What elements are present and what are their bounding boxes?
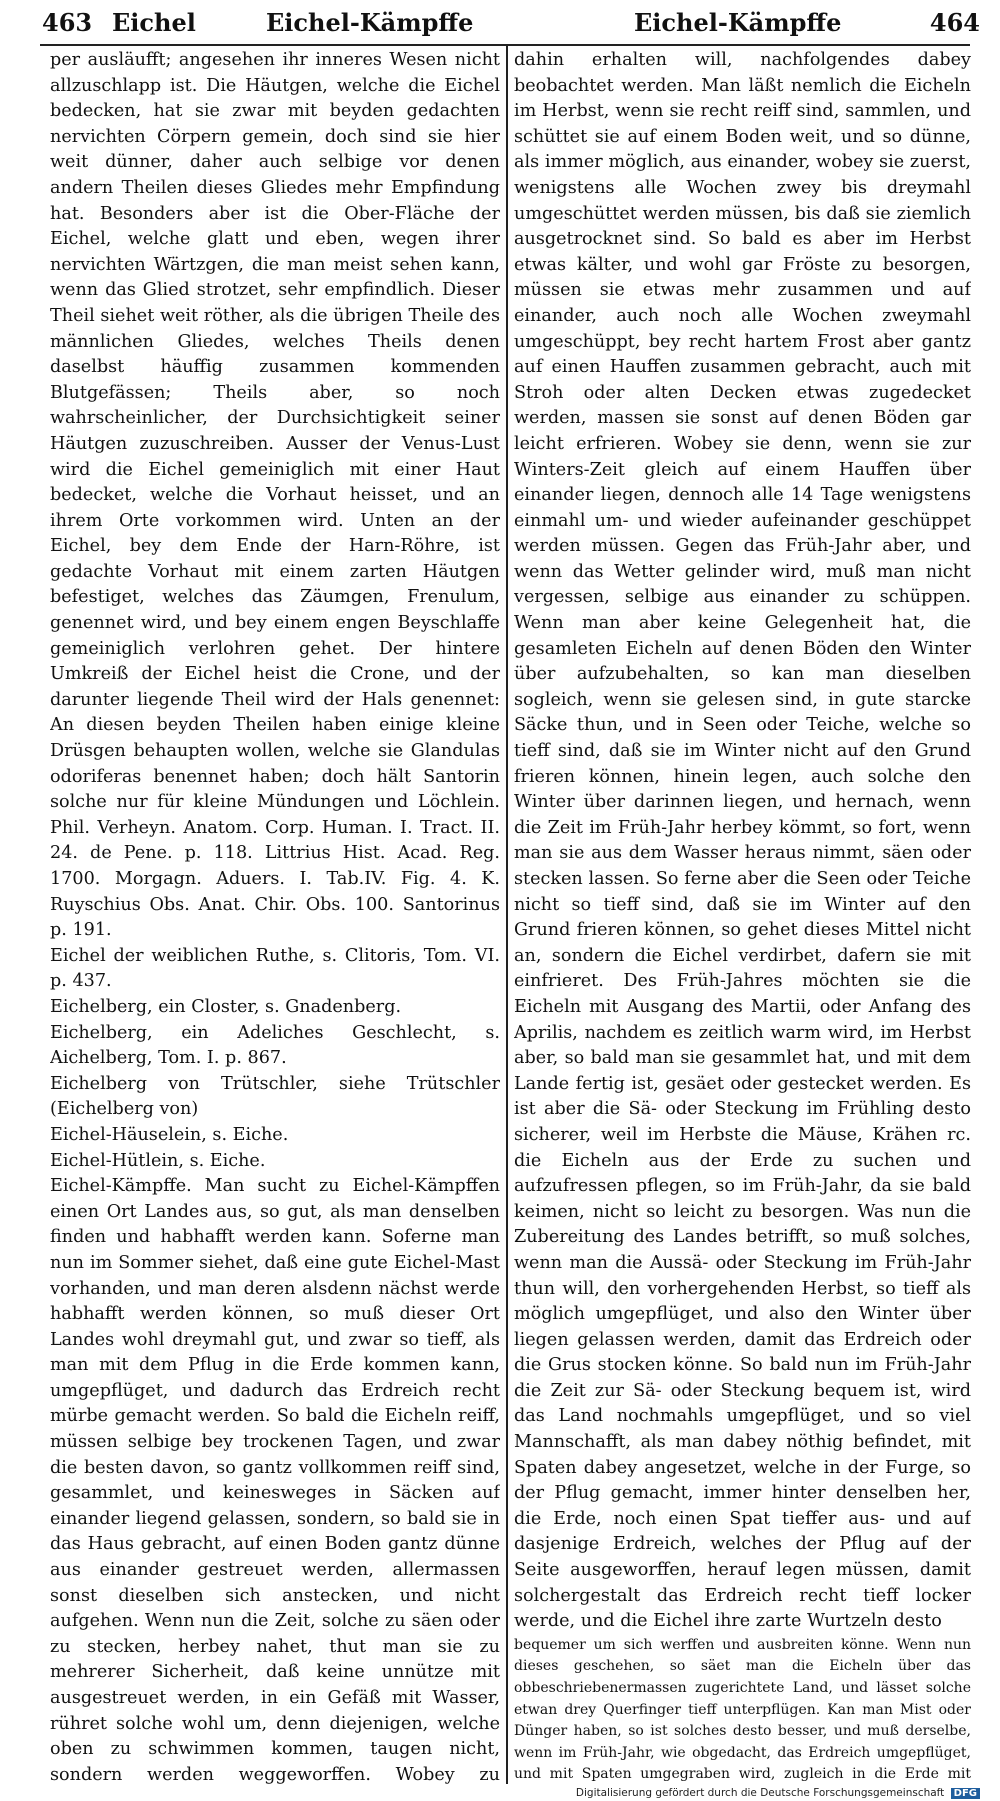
paragraph-eichel-continued: per ausläufft; angesehen ihr inneres Wesen nicht allzuschlapp ist. Die Häutgen, welche die Eichel bedecken, hat sie zwar mit beyden gedachten nervichten Cörpern gemein, doch sind sie hier weit dünner, daher auch selbige vor denen andern Theilen dieses Gliedes mehr Empfindung hat. Besonders aber ist die Ober-Fläche der Eichel, welche glatt und eben, wegen ihrer nervichten Wärtzgen, die man meist sehen kann, wenn das Glied strotzet, sehr empfindlich. Dieser Theil siehet weit röther, als die übrigen Theile des männlichen Gliedes, welches Theils denen daselbst häuffig zusammen kommenden Blutgefässen; Theils aber, so noch wahrscheinlicher, der Durchsichtigkeit seiner Häutgen zuzuschreiben. Ausser der Venus-Lust wird die Eichel gemeiniglich mit einer Haut bedecket, welche die Vorhaut heisset, und an ihrem Orte vorkommen wird. Unten an der Eichel, bey dem Ende der Harn-Röhre, ist gedachte Vorhaut mit einem zarten Häutgen befestiget, welches das Zäumgen, Frenulum, genennet wird, und bey einem engen Beyschlaffe gemeiniglich verlohren gehet. Der hintere Umkreiß der Eichel heist die Crone, und der darunter liegende Theil wird der Hals genennet: An diesen beyden Theilen haben einige kleine Drüsgen behaupten wollen, welche sie Glandulas odoriferas benennet haben; doch hält Santorin solche nur für kleine Mündungen und Löchlein. Phil. Verheyn. Anatom. Corp. Human. I. Tract. II. 24. de Pene. p. 118. Littrius Hist. Acad. Reg. 1700. Morgagn. Aduers. I. Tab.IV. Fig. 4. K. Ruyschius Obs. Anat. Chir. Obs. 100. Santorinus p. 191. [50, 50, 500, 941]
left-catchword: Eichel [112, 8, 196, 37]
paragraph-small-print: bequemer um sich werffen und ausbreiten könne. Wenn nun dieses geschehen, so säet man die Eicheln über das obbeschriebenermassen zugerichtete Land, und lässet solche etwan drey Querfinger tieff unterpflügen. Kan man Mist oder Dünger haben, so ist solches desto besser, und muß derselbe, wenn im Früh-Jahr, wie obgedacht, das Erdreich umgepflüget, und mit Spaten umgegraben wird, zugleich in die Erde mit [514, 1636, 971, 1783]
center-catchword: Eichel-Kämpffe [266, 8, 474, 37]
running-header [42, 8, 980, 48]
entry-eichel-huetlein: Eichel-Hütlein, s. Eiche. [50, 1150, 266, 1171]
entry-eichelberg-truetschler: Eichelberg von Trütschler, siehe Trütschler (Eichelberg von) [50, 1073, 500, 1120]
entry-eichel-weiblichen-ruthe: Eichel der weiblichen Ruthe, s. Clitoris, Tom. VI. p. 437. [50, 945, 500, 992]
entry-eichel-haeuselein: Eichel-Häuselein, s. Eiche. [50, 1124, 289, 1145]
left-column [50, 48, 500, 1788]
digitization-credit [576, 1787, 980, 1799]
credit-text: Digitalisierung gefördert durch die Deutsche Forschungsgemeinschaft [575, 1787, 945, 1799]
entry-eichelberg-closter: Eichelberg, ein Closter, s. Gnadenberg. [50, 996, 402, 1017]
column-divider [506, 44, 508, 1784]
right-page-number: 464 [929, 8, 980, 37]
left-page-number: 463 [42, 8, 93, 37]
right-catchword: Eichel-Kämpffe [634, 8, 842, 37]
paragraph-eichel-kaempffe-continued: dahin erhalten will, nachfolgendes dabey beobachtet werden. Man läßt nemlich die Eicheln im Herbst, wenn sie recht reiff sind, sammlen, und schüttet sie auf einem Boden weit, und so dünne, als immer möglich, aus einander, wobey sie zuerst, wenigstens alle Wochen zwey bis dreymahl umgeschüttet werden müssen, bis daß sie ziemlich ausgetrocknet sind. So bald es aber im Herbst etwas kälter, und wohl gar Fröste zu besorgen, müssen sie etwas mehr zusammen und auf einander, auch noch alle Wochen zweymahl umgeschüppt, bey recht hartem Frost aber gantz auf einen Hauffen zusammen gebracht, auch mit Stroh oder alten Decken etwas zugedecket werden, massen sie sonst auf denen Böden gar leicht erfrieren. Wobey sie denn, wenn sie zur Winters-Zeit gleich auf einem Hauffen über einander liegen, dennoch alle 14 Tage wenigstens einmahl um- und wieder aufeinander geschüppet werden müssen. Gegen das Früh-Jahr aber, und wenn das Wetter gelinder wird, muß man nicht vergessen, selbige aus einander zu schüppen. Wenn man aber keine Gelegenheit hat, die gesamleten Eicheln auf denen Böden den Winter über aufzubehalten, so kan man dieselben sogleich, wenn sie gelesen sind, in gute starcke Säcke thun, und in Seen oder Teiche, welche so tieff sind, daß sie im Winter nicht auf den Grund frieren können, hinein legen, auch solche den Winter über darinnen liegen, und hernach, wenn die Zeit im Früh-Jahr herbey kömmt, so fort, wenn man sie aus dem Wasser heraus nimmt, säen oder stecken lassen. So ferne aber die Seen oder Teiche nicht so tieff sind, daß sie im Winter auf den Grund frieren können, so gehet dieses Mittel nicht an, sondern die Eichel verdirbet, dafern sie mit einfrieret. Des Früh-Jahres möchten sie die Eicheln mit Ausgang des Martii, oder Anfang des Aprilis, nachdem es zeitlich warm wird, im Herbst aber, so bald man sie gesammlet hat, und mit dem Lande fertig ist, gesäet oder gestecket werden. Es ist aber die Sä- oder Steckung im Frühling desto sicherer, weil im Herbste die Mäuse, Krähen rc. die Eicheln aus der Erde zu suchen und aufzufressen pflegen, so im Früh-Jahr, da sie bald keimen, nicht so leicht zu besorgen. Was nun die Zubereitung des Landes betrifft, so muß solches, wenn man die Aussä- oder Steckung im Früh-Jahr thun will, den vorhergehenden Herbst, so tieff als möglich umgepflüget, und also den Winter über liegen gelassen werden, damit das Erdreich oder die Grus stocken könne. So bald nun im Früh-Jahr die Zeit zur Sä- oder Steckung bequem ist, wird das Land nochmahls umgepflüget, und so viel Mannschafft, als man dabey nöthig befindet, mit Spaten dabey angesetzet, welche in der Furge, so der Pflug gemacht, immer hinter denselben her, die Erde, noch einen Spat tieffer aus- und auf dasjenige Erdreich, welches der Pflug auf der Seite ausgeworffen, herauf legen müssen, damit solchergestalt das Erdreich recht tieff locker werde, und die Eichel ihre zarte Wurtzeln desto [514, 50, 971, 1632]
entry-eichelberg-geschlecht: Eichelberg, ein Adeliches Geschlecht, s. Aichelberg, Tom. I. p. 867. [50, 1022, 500, 1069]
right-column [514, 48, 971, 1788]
header-rule [40, 44, 970, 46]
dfg-logo: DFG [951, 1788, 980, 1799]
entry-eichel-kaempffe: Eichel-Kämpffe. Man sucht zu Eichel-Kämpffen einen Ort Landes aus, so gut, als man denselben finden und habhafft werden kann. Soferne man nun im Sommer siehet, daß eine gute Eichel-Mast vorhanden, und man deren alsdenn nächst werde habhafft werden können, so muß dieser Ort Landes wohl dreymahl gut, und zwar so tieff, als man mit dem Pflug in die Erde kommen kann, umgepflüget, und dadurch das Erdreich recht mürbe gemacht werden. So bald die Eicheln reiff, müssen selbige bey trockenen Tagen, und zwar die besten davon, so gantz vollkommen reiff sind, gesammlet, und keinesweges in Säcken auf einander liegend gelassen, sondern, so bald sie in das Haus gebracht, auf einen Boden gantz dünne aus einander gestreuet werden, allermassen sonst dieselben sich anstecken, und nicht aufgehen. Wenn nun die Zeit, solche zu säen oder zu stecken, herbey nahet, thut man sie zu mehrerer Sicherheit, daß keine unnütze mit ausgestreuet werden, in ein Gefäß mit Wasser, rühret solche wohl um, denn diejenigen, welche oben zu schwimmen kommen, taugen nicht, sondern werden weggeworffen. Wobey zu [50, 1176, 500, 1785]
